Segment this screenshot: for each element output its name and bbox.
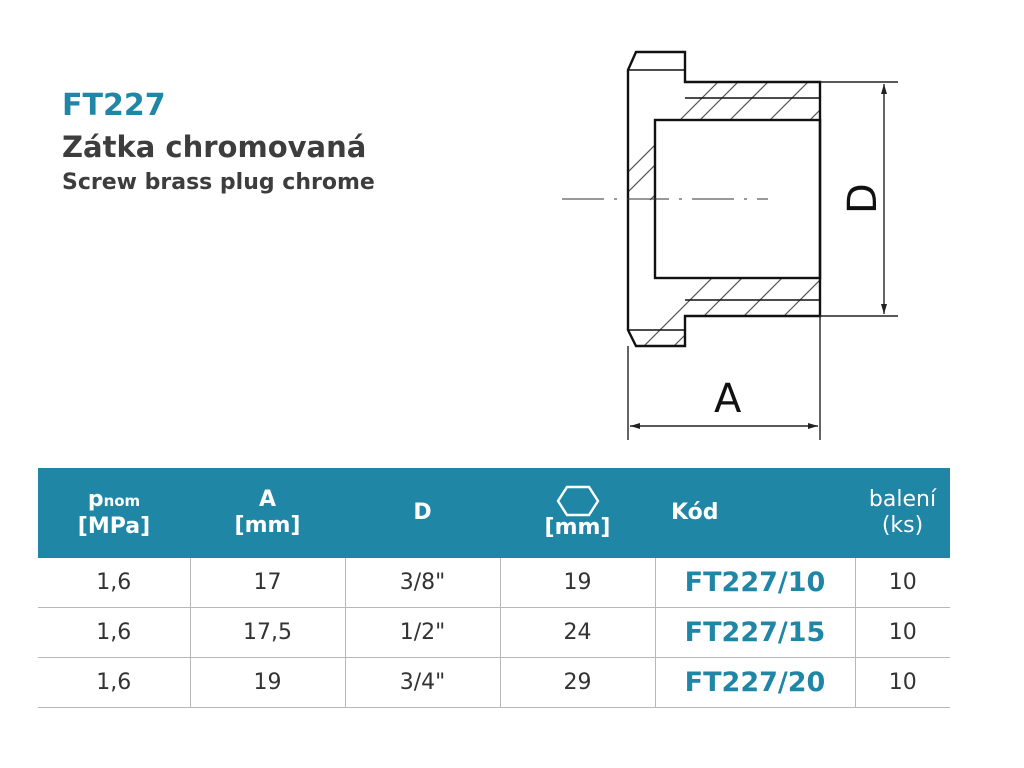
header-d-label: D — [413, 500, 432, 525]
header-pressure-subscript: nom — [103, 491, 141, 510]
header-a-label: A — [258, 487, 277, 512]
cell-hex: 24 — [500, 608, 655, 658]
header-code — [655, 468, 855, 558]
dimension-d-label: D — [840, 183, 886, 214]
dimension-a-label: A — [714, 376, 742, 422]
product-name-cz: Zátka chromovaná — [62, 130, 367, 164]
cell-a: 19 — [190, 658, 345, 708]
header-d — [345, 468, 500, 558]
header-pressure-unit: [MPa] — [77, 513, 151, 539]
spec-table — [38, 468, 950, 708]
cell-d: 3/4" — [345, 658, 500, 708]
header-pack-label: balení — [868, 487, 937, 512]
header-a — [190, 468, 345, 558]
cell-pressure: 1,6 — [38, 558, 190, 608]
table-row — [38, 608, 950, 658]
hexagon-icon — [556, 485, 600, 517]
cell-code: FT227/20 — [655, 658, 855, 708]
header-a-unit: [mm] — [234, 513, 301, 538]
cell-code: FT227/10 — [655, 558, 855, 608]
cell-code: FT227/15 — [655, 608, 855, 658]
header-code-label: Kód — [671, 500, 719, 525]
product-name-en: Screw brass plug chrome — [62, 170, 375, 195]
cell-hex: 19 — [500, 558, 655, 608]
table-header-row — [38, 468, 950, 558]
cell-a: 17,5 — [190, 608, 345, 658]
cell-d: 1/2" — [345, 608, 500, 658]
product-code-title: FT227 — [62, 88, 166, 123]
cell-pressure: 1,6 — [38, 658, 190, 708]
cell-a: 17 — [190, 558, 345, 608]
table-row — [38, 658, 950, 708]
cell-hex: 29 — [500, 658, 655, 708]
table-row — [38, 558, 950, 608]
header-hex-unit: [mm] — [544, 515, 611, 540]
header-pressure-symbol: p — [87, 486, 104, 512]
header-hex — [500, 468, 655, 558]
cell-pressure: 1,6 — [38, 608, 190, 658]
header-pack-unit: (ks) — [881, 513, 924, 538]
header-pack — [855, 468, 950, 558]
cell-pack: 10 — [855, 558, 950, 608]
cell-pack: 10 — [855, 608, 950, 658]
cell-d: 3/8" — [345, 558, 500, 608]
cell-pack: 10 — [855, 658, 950, 708]
header-pressure — [38, 468, 190, 558]
